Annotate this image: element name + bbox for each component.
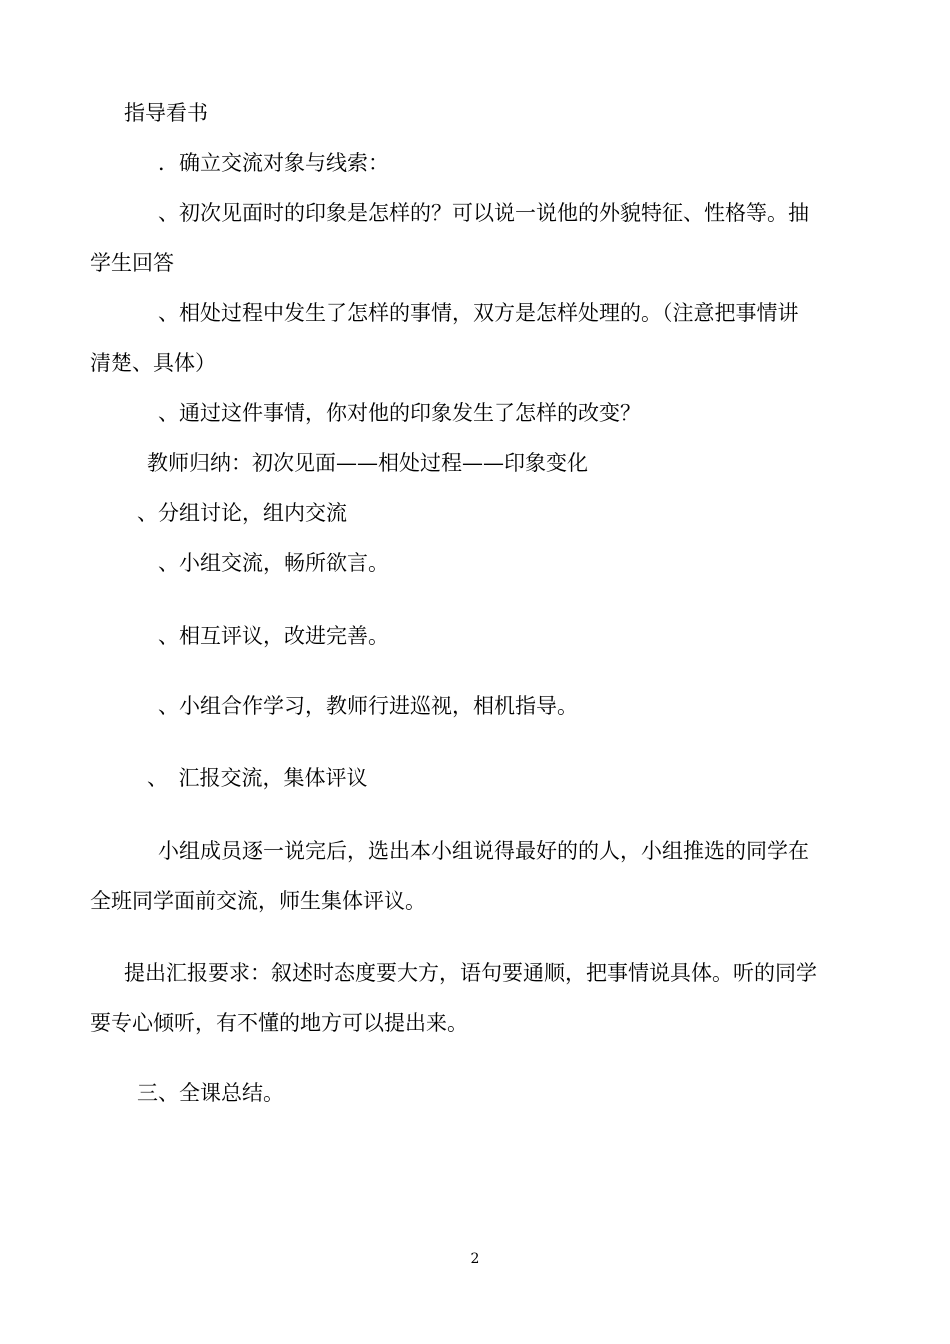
text-line: 学生回答 bbox=[90, 251, 174, 275]
text-line: 全班同学面前交流，师生集体评议。 bbox=[90, 889, 426, 913]
text-line: 、通过这件事情，你对他的印象发生了怎样的改变？ bbox=[158, 401, 641, 425]
text-line: 要专心倾听，有不懂的地方可以提出来。 bbox=[90, 1011, 468, 1035]
text-line: ．确立交流对象与线索： bbox=[158, 151, 389, 175]
text-line: 清楚、具体） bbox=[90, 351, 216, 375]
text-line: 三、全课总结。 bbox=[137, 1081, 284, 1105]
text-line: 、初次见面时的印象是怎样的？可以说一说他的外貌特征、性格等。抽 bbox=[158, 201, 809, 225]
text-line: 、小组合作学习，教师行进巡视，相机指导。 bbox=[158, 694, 578, 718]
text-line: 、相互评议，改进完善。 bbox=[158, 624, 389, 648]
page-number: 2 bbox=[470, 1251, 480, 1267]
text-line: 指导看书 bbox=[124, 101, 208, 125]
text-line: 、 汇报交流，集体评议 bbox=[147, 766, 368, 790]
text-line: 教师归纳：初次见面——相处过程——印象变化 bbox=[147, 451, 588, 475]
text-line: 、小组交流，畅所欲言。 bbox=[158, 551, 389, 575]
text-line: 、相处过程中发生了怎样的事情，双方是怎样处理的。（注意把事情讲 bbox=[158, 301, 799, 325]
text-line: 、分组讨论，组内交流 bbox=[137, 501, 347, 525]
text-line: 提出汇报要求：叙述时态度要大方，语句要通顺，把事情说具体。听的同学 bbox=[124, 961, 817, 985]
text-line: 小组成员逐一说完后，选出本小组说得最好的的人，小组推选的同学在 bbox=[158, 839, 809, 863]
